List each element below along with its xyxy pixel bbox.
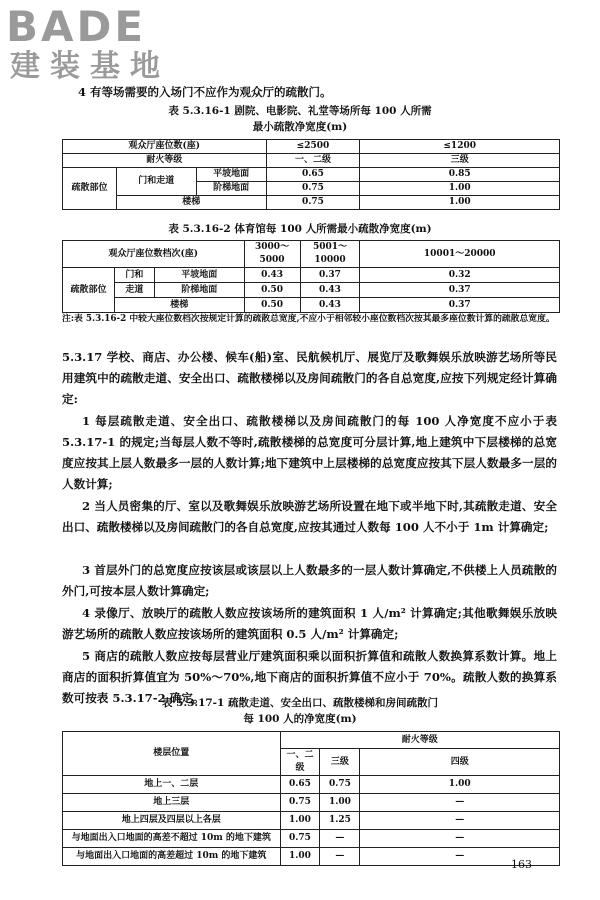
- table3-cell: 1.00: [360, 776, 560, 794]
- clause-5-3-17-item-4: 4 录像厅、放映厅的疏散人数应按该场所的建筑面积 1 人/m² 计算确定;其他歌舞娱乐放映游艺场所的疏散人数应按该场所的建筑面积 0.5 人/m² 计算确定;: [62, 606, 557, 641]
- table2-cell: 0.43: [300, 298, 360, 313]
- table-5-3-16-2: [62, 240, 560, 313]
- watermark-logo: [6, 4, 181, 94]
- clause-5-3-17-item-1: 1 每层疏散走道、安全出口、疏散楼梯以及房间疏散门的每 100 人净宽度不应小于表 5.3.17-1 的规定;当每层人数不等时,疏散楼梯的总宽度可分层计算,地上建筑中下层楼梯的总宽度应按其上层人数最多一层的人数计算;地下建筑中上层楼梯的总宽度应按其下层人数最多一层的人数计算;: [62, 414, 557, 491]
- table2-row-label: 楼梯: [114, 298, 244, 313]
- table1-cell: 0.65: [266, 168, 360, 182]
- table3-caption-line1: 表 5.3.17-1 疏散走道、安全出口、疏散楼梯和房间疏散门: [161, 697, 438, 709]
- table-5-3-17-1: [62, 731, 560, 866]
- table2-capacity-2: 5001～10000: [300, 241, 360, 268]
- table1-row-label: 楼梯: [116, 196, 266, 210]
- table3-grade-2: 三级: [320, 749, 360, 776]
- clause-5-3-17-item-5: 5 商店的疏散人数应按每层营业厅建筑面积乘以面积折算值和疏散人数换算系数计算。地上商店的面积折算值宜为 50%～70%,地下商店的面积折算值不应小于 70%。疏散人数的换算系数可按表 5.3.17-2 确定。: [62, 649, 557, 705]
- clause-5-3-17-item-2: 2 当人员密集的厅、室以及歌舞娱乐放映游艺场所设置在地下或半地下时,其疏散走道、安全出口、疏散楼梯以及房间疏散门的各自总宽度,应按其通过人数每 100 人不小于 1m 计算确定;: [62, 499, 557, 534]
- table1-cell: 1.00: [360, 196, 560, 210]
- table2-note: 注:表 5.3.16-2 中较大座位数档次按规定计算的疏散总宽度,不应小于相邻较小座位数档次按其最多座位数计算的疏散总宽度。: [62, 314, 555, 324]
- table1-capacity-b: ≤1200: [360, 140, 560, 154]
- clause-5-3-17-item-3: 3 首层外门的总宽度应按该层或该层以上人数最多的一层人数计算确定,不供楼上人员疏散的外门,可按本层人数计算确定;: [62, 563, 557, 598]
- table2-header-door-line1: 门和: [114, 268, 154, 283]
- table2-capacity-3: 10001～20000: [360, 241, 560, 268]
- table2-cell: 0.37: [360, 283, 560, 298]
- table3-cell: —: [360, 812, 560, 830]
- table1-header-part: 疏散部位: [63, 168, 117, 210]
- table3-row-label: 地上一、二层: [63, 776, 281, 794]
- table2-row-label: 阶梯地面: [154, 283, 244, 298]
- table3-caption-line2: 每 100 人的净宽度(m): [243, 713, 357, 725]
- table3-row-label: 地上四层及四层以上各层: [63, 812, 281, 830]
- table3-cell: 1.00: [280, 848, 320, 866]
- table2-header-part: 疏散部位: [63, 268, 115, 313]
- table3-row-label: 与地面出入口地面的高差超过 10m 的地下建筑: [63, 848, 281, 866]
- table2-cell: 0.50: [244, 298, 300, 313]
- table1-cell: 0.75: [266, 182, 360, 196]
- table2-cell: 0.43: [300, 283, 360, 298]
- table1-header-fire-rating: 耐火等级: [63, 154, 267, 168]
- table3-cell: 0.75: [280, 794, 320, 812]
- table3-cell: —: [320, 830, 360, 848]
- table2-cell: 0.37: [360, 298, 560, 313]
- table3-cell: 1.25: [320, 812, 360, 830]
- table2-caption: 表 5.3.16-2 体育馆每 100 人所需最小疏散净宽度(m): [168, 223, 432, 235]
- table3-header-fire-rating: 耐火等级: [280, 732, 560, 749]
- table3-cell: 1.00: [320, 794, 360, 812]
- table3-cell: 0.75: [320, 776, 360, 794]
- table3-cell: 0.75: [280, 830, 320, 848]
- table1-header-capacity: 观众厅座位数(座): [63, 140, 267, 154]
- table2-header-door-line2: 走道: [114, 283, 154, 298]
- table3-row-label: 与地面出入口地面的高差不超过 10m 的地下建筑: [63, 830, 281, 848]
- table3-row-label: 地上三层: [63, 794, 281, 812]
- table1-cell: 1.00: [360, 182, 560, 196]
- table3-cell: 1.00: [280, 812, 320, 830]
- table1-fire-b: 三级: [360, 154, 560, 168]
- table3-cell: —: [320, 848, 360, 866]
- logo-text-cn: 建装基地: [10, 49, 170, 84]
- table1-capacity-a: ≤2500: [266, 140, 360, 154]
- table1-caption-line1: 表 5.3.16-1 剧院、电影院、礼堂等场所每 100 人所需: [168, 105, 432, 117]
- clause-item-4: 4 有等场需要的入场门不应作为观众厅的疏散门。: [78, 85, 332, 99]
- table2-cell: 0.32: [360, 268, 560, 283]
- table3-cell: —: [360, 848, 560, 866]
- table3-header-floor: 楼层位置: [63, 732, 281, 776]
- table3-cell: 0.65: [280, 776, 320, 794]
- table2-cell: 0.37: [300, 268, 360, 283]
- table3-cell: —: [360, 830, 560, 848]
- table3-grade-1: 一、二级: [280, 749, 320, 776]
- table1-cell: 0.75: [266, 196, 360, 210]
- table2-row-label: 平坡地面: [154, 268, 244, 283]
- logo-text-en: BADE: [6, 2, 147, 51]
- clause-5-3-17: 5.3.17 学校、商店、办公楼、候车(船)室、民航候机厅、展览厅及歌舞娱乐放映游艺场所等民用建筑中的疏散走道、安全出口、疏散楼梯以及房间疏散门的各自总宽度,应按下列规定经计算确定:: [62, 350, 557, 406]
- table1-fire-a: 一、二级: [266, 154, 360, 168]
- table2-capacity-1: 3000～5000: [244, 241, 300, 268]
- table2-cell: 0.43: [244, 268, 300, 283]
- table3-grade-3: 四级: [360, 749, 560, 776]
- table1-row-label: 平坡地面: [196, 168, 266, 182]
- table-5-3-16-1: [62, 139, 560, 210]
- table1-caption-line2: 最小疏散净宽度(m): [252, 121, 348, 133]
- table1-row-label: 阶梯地面: [196, 182, 266, 196]
- table2-header-capacity: 观众厅座位数档次(座): [63, 241, 245, 268]
- table1-header-door: 门和走道: [116, 168, 196, 196]
- table3-cell: —: [360, 794, 560, 812]
- table2-cell: 0.50: [244, 283, 300, 298]
- table1-cell: 0.85: [360, 168, 560, 182]
- page-number: 163: [511, 858, 532, 871]
